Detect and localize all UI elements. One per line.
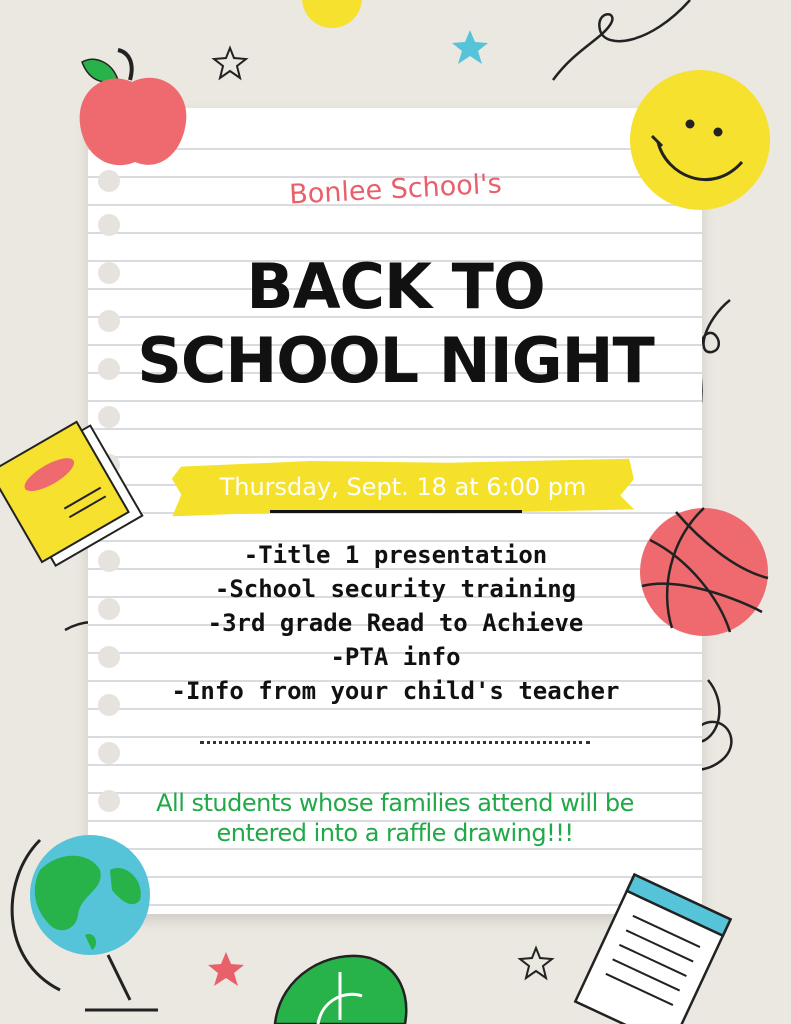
list-item: -Title 1 presentation <box>243 541 548 569</box>
school-name: Bonlee School's <box>288 168 503 211</box>
list-item: -PTA info <box>330 643 461 671</box>
title-line-2: SCHOOL NIGHT <box>137 324 654 397</box>
event-date-time: Thursday, Sept. 18 at 6:00 pm <box>219 473 587 501</box>
agenda-list <box>0 538 791 708</box>
title-line-1: BACK TO <box>246 250 545 323</box>
apple-icon <box>80 50 187 165</box>
page-title <box>0 250 791 398</box>
list-item: -Info from your child's teacher <box>171 677 620 705</box>
protractor-icon <box>275 956 406 1024</box>
date-underline <box>270 510 522 513</box>
globe-icon <box>12 835 158 1010</box>
raffle-note: All students whose families attend will be entered into a raffle drawing!!! <box>156 789 634 847</box>
list-item: -School security training <box>214 575 577 603</box>
dotted-divider <box>200 741 590 744</box>
notepad-icon <box>575 875 730 1024</box>
list-item: -3rd grade Read to Achieve <box>207 609 584 637</box>
